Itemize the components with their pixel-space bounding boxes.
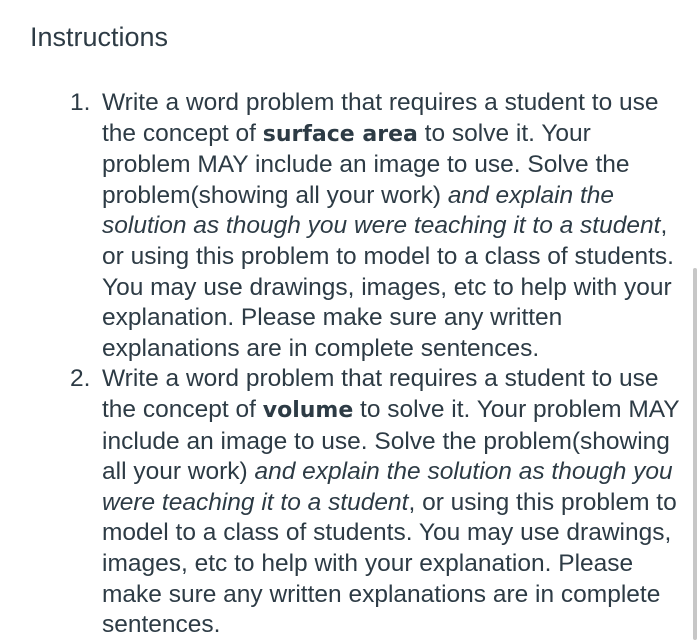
item-text-intro: Write a word problem that requires a student to use the concept of	[102, 89, 659, 147]
item-text-middle: to solve it. Your problem MAY include an image to use. Solve the problem(showing all your work)	[102, 119, 630, 209]
item-emphasis: and explain the solution as though you were teaching it to a student	[102, 458, 673, 516]
item-text-end: , or using this problem to model to a class of students. You may use drawings, images, etc to help with your explanation. Please make sure any written explanations are in complete sentences.	[102, 212, 674, 362]
item-text-end: , or using this problem to model to a class of students. You may use drawings, images, etc to help with your explanation. Please make sure any written explanations are in complete sentences.	[102, 488, 677, 639]
vertical-scrollbar[interactable]	[693, 268, 697, 640]
item-text-middle: to solve it. Your problem MAY include an image to use. Solve the problem(showing all your work)	[102, 395, 680, 486]
list-item	[70, 364, 680, 640]
item-keyword: volume	[262, 397, 354, 423]
item-number: 2.	[70, 365, 91, 393]
instructions-list	[70, 88, 680, 641]
item-text	[102, 88, 680, 364]
item-text-intro: Write a word problem that requires a student to use the concept of	[102, 365, 659, 423]
item-text	[102, 364, 680, 640]
item-number: 1.	[70, 89, 91, 116]
item-keyword: surface area	[262, 121, 418, 147]
item-emphasis: and explain the solution as though you were teaching it to a student	[102, 181, 661, 240]
page-title: Instructions	[30, 22, 169, 52]
list-item	[70, 88, 680, 364]
